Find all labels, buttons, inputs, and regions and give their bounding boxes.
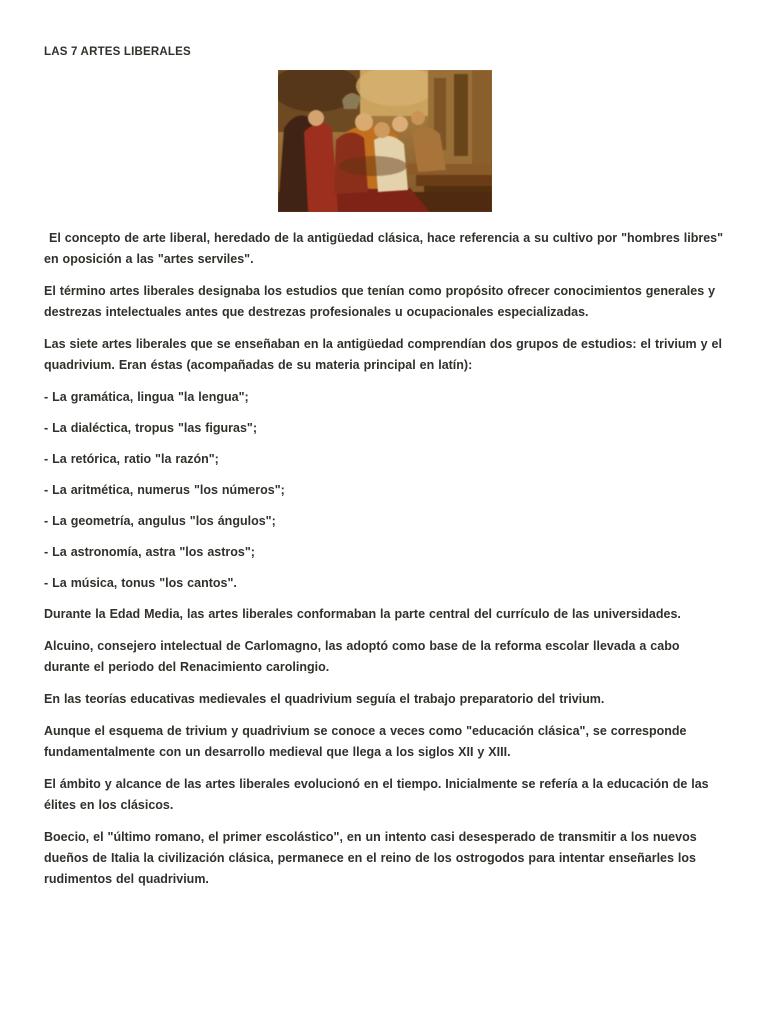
art-list-item: - La aritmética, numerus "los números"; xyxy=(44,483,285,497)
art-list-item: - La retórica, ratio "la razón"; xyxy=(44,452,219,466)
document-paragraph: Boecio, el "último romano, el primer escolástico", en un intento casi desesperado de transmitir a los nuevos dueños de Italia la civilización clásica, permanece en el reino de los ostrogodos para intentar enseñarles los rudimentos del quadrivium. xyxy=(44,830,697,886)
art-list-item: - La astronomía, astra "los astros"; xyxy=(44,545,255,559)
art-list-item: - La dialéctica, tropus "las figuras"; xyxy=(44,421,258,435)
document-paragraph: El término artes liberales designaba los estudios que tenían como propósito ofrecer conocimientos generales y destrezas intelectuales antes que destrezas profesionales u ocupacionales especializadas. xyxy=(44,284,716,319)
painting-figure xyxy=(44,70,726,212)
document-body xyxy=(44,228,726,890)
document-paragraph: Durante la Edad Media, las artes liberales conformaban la parte central del currículo de las universidades. xyxy=(44,607,681,621)
document-paragraph: Alcuino, consejero intelectual de Carlomagno, las adoptó como base de la reforma escolar llevada a cabo durante el periodo del Renacimiento carolingio. xyxy=(44,639,680,674)
document-paragraph: El concepto de arte liberal, heredado de la antigüedad clásica, hace referencia a su cultivo por "hombres libres" en oposición a las "artes serviles". xyxy=(44,231,724,266)
classical-painting-image xyxy=(278,70,492,212)
document-paragraph: Las siete artes liberales que se enseñaban en la antigüedad comprendían dos grupos de estudios: el trivium y el quadrivium. Eran éstas (acompañadas de su materia principal en latín): xyxy=(44,337,722,372)
document-paragraph: En las teorías educativas medievales el quadrivium seguía el trabajo preparatorio del trivium. xyxy=(44,692,605,706)
document-title: LAS 7 ARTES LIBERALES xyxy=(44,46,191,58)
art-list-item: - La gramática, lingua "la lengua"; xyxy=(44,390,249,404)
document-paragraph: El ámbito y alcance de las artes liberales evolucionó en el tiempo. Inicialmente se refería a la educación de las élites en los clásicos. xyxy=(44,777,709,812)
document-paragraph: Aunque el esquema de trivium y quadrivium se conoce a veces como "educación clásica", se corresponde fundamentalmente con un desarrollo medieval que llega a los siglos XII y XIII. xyxy=(44,724,687,759)
art-list-item: - La música, tonus "los cantos". xyxy=(44,576,237,590)
art-list-item: - La geometría, angulus "los ángulos"; xyxy=(44,514,276,528)
